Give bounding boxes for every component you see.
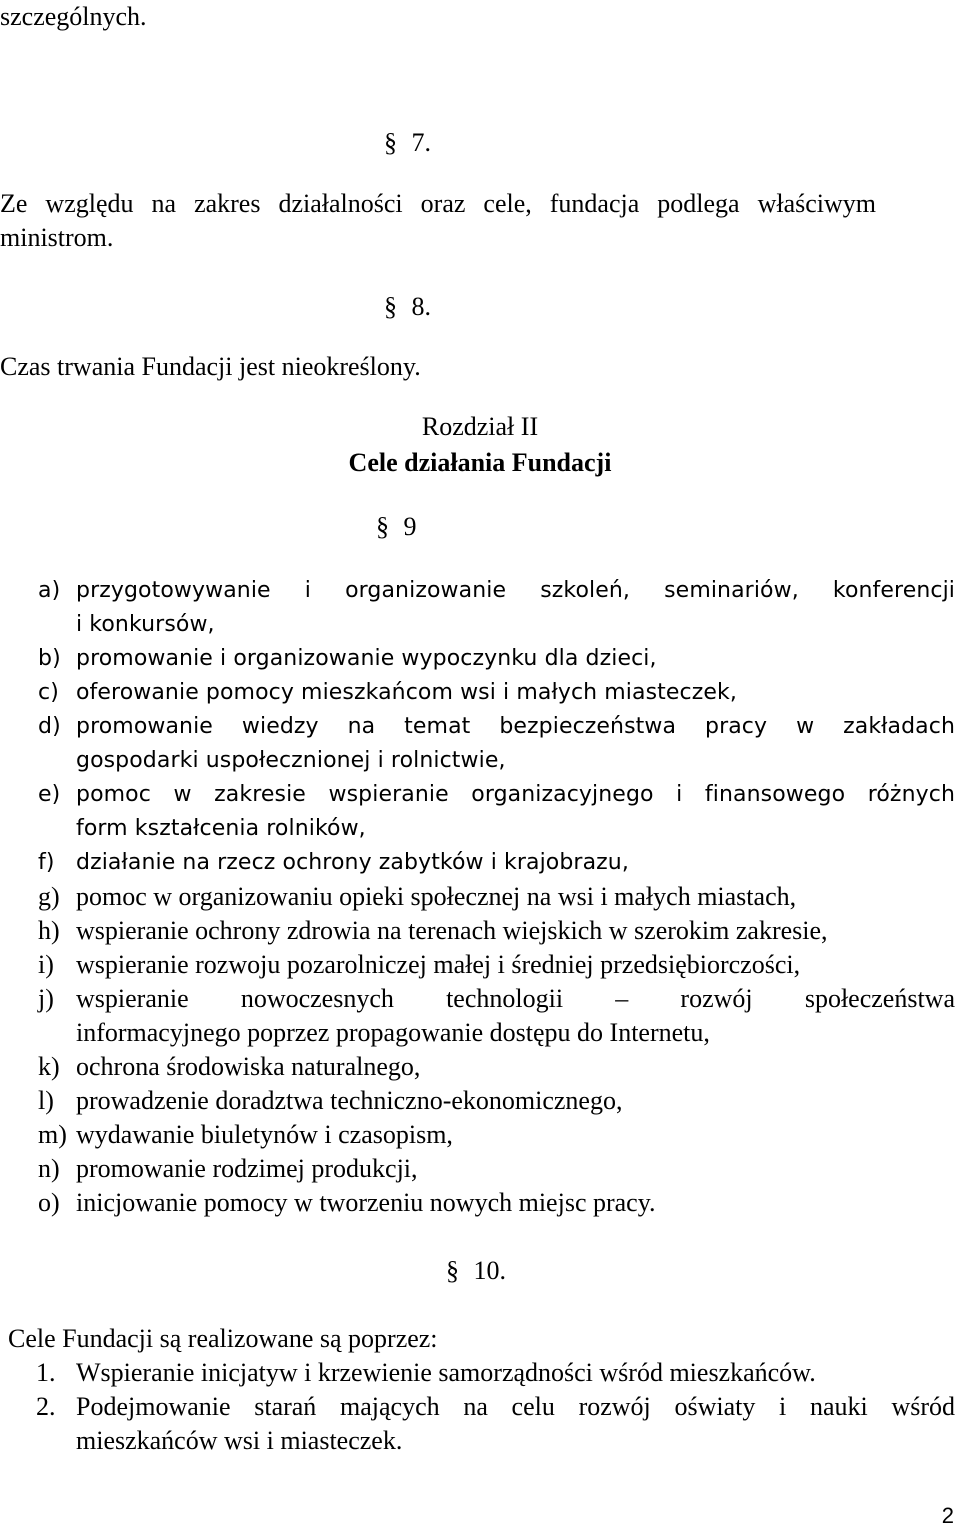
list-letter: m) — [38, 1120, 67, 1149]
section-7-text-line1: Ze względu na zakres działalności oraz cele, fundacja podlega właściwym — [0, 189, 876, 218]
list-text: przygotowywanie i organizowanie szkoleń, seminariów, konferencji — [76, 578, 955, 603]
section-number: 7. — [411, 128, 431, 157]
list-text: ochrona środowiska naturalnego, — [76, 1052, 421, 1081]
list-text: pomoc w zakresie wspieranie organizacyjnego i finansowego różnych — [76, 782, 955, 807]
text-fragment-top: szczególnych. — [0, 2, 147, 31]
section-number: 9 — [403, 512, 417, 541]
list-item — [0, 1390, 960, 1424]
list-letter: f) — [38, 850, 55, 875]
list-text: wspieranie nowoczesnych technologii – rozwój społeczeństwa — [76, 984, 955, 1013]
chapter-title: Cele działania Fundacji — [348, 448, 612, 477]
list-text: wspieranie rozwoju pozarolniczej małej i średniej przedsiębiorczości, — [76, 950, 801, 979]
section-7-heading — [384, 126, 431, 160]
list-text: prowadzenie doradztwa techniczno-ekonomicznego, — [76, 1086, 623, 1115]
list-text: pomoc w organizowaniu opieki społecznej na wsi i małych miastach, — [76, 882, 797, 911]
list-item — [0, 642, 960, 676]
section-10-intro: Cele Fundacji są realizowane są poprzez: — [8, 1324, 438, 1353]
list-item — [0, 846, 960, 880]
list-text-continuation: form kształcenia rolników, — [76, 816, 366, 841]
list-number: 2. — [36, 1392, 56, 1421]
list-letter: c) — [38, 680, 59, 705]
list-text-continuation: informacyjnego poprzez propagowanie dostępu do Internetu, — [76, 1018, 710, 1047]
list-item — [0, 778, 960, 812]
list-letter: g) — [38, 882, 60, 911]
list-text-continuation: gospodarki uspołecznionej i rolnictwie, — [76, 748, 506, 773]
list-letter: i) — [38, 950, 54, 979]
list-item — [0, 914, 960, 948]
list-item — [0, 1118, 960, 1152]
list-letter: e) — [38, 782, 61, 807]
list-text: wspieranie ochrony zdrowia na terenach wiejskich w szerokim zakresie, — [76, 916, 828, 945]
list-letter: d) — [38, 714, 61, 739]
list-text: działanie na rzecz ochrony zabytków i krajobrazu, — [76, 850, 629, 875]
list-item — [0, 1050, 960, 1084]
list-letter: o) — [38, 1188, 60, 1217]
section-sign: § — [376, 512, 389, 541]
list-text: oferowanie pomocy mieszkańcom wsi i małych miasteczek, — [76, 680, 737, 705]
list-text: promowanie i organizowanie wypoczynku dla dzieci, — [76, 646, 657, 671]
list-item — [0, 982, 960, 1016]
list-item — [0, 1356, 960, 1390]
list-text: promowanie rodzimej produkcji, — [76, 1154, 418, 1183]
section-sign: § — [384, 292, 397, 321]
section-9-heading — [376, 510, 417, 544]
list-text: Wspieranie inicjatyw i krzewienie samorządności wśród mieszkańców. — [76, 1358, 816, 1387]
list-text-continuation: i konkursów, — [76, 612, 215, 637]
chapter-label: Rozdział II — [421, 412, 539, 441]
list-item — [0, 676, 960, 710]
section-number: 8. — [411, 292, 431, 321]
list-item — [0, 574, 960, 608]
section-8-text: Czas trwania Fundacji jest nieokreślony. — [0, 352, 421, 381]
list-letter: j) — [38, 984, 54, 1013]
section-number: 10. — [473, 1256, 506, 1285]
section-sign: § — [446, 1256, 459, 1285]
list-letter: b) — [38, 646, 61, 671]
list-text: promowanie wiedzy na temat bezpieczeństwa pracy w zakładach — [76, 714, 955, 739]
list-item — [0, 1084, 960, 1118]
list-text: inicjowanie pomocy w tworzeniu nowych miejsc pracy. — [76, 1188, 656, 1217]
section-10-heading — [446, 1254, 506, 1288]
list-item — [0, 948, 960, 982]
list-letter: n) — [38, 1154, 60, 1183]
list-text: wydawanie biuletynów i czasopism, — [76, 1120, 453, 1149]
list-letter: a) — [38, 578, 61, 603]
section-sign: § — [384, 128, 397, 157]
section-7-text-line2: ministrom. — [0, 223, 114, 252]
list-letter: l) — [38, 1086, 54, 1115]
list-text: Podejmowanie starań mających na celu rozwój oświaty i nauki wśród — [76, 1392, 955, 1421]
list-number: 1. — [36, 1358, 56, 1387]
list-text-continuation: mieszkańców wsi i miasteczek. — [76, 1426, 403, 1455]
list-letter: h) — [38, 916, 60, 945]
section-8-heading — [384, 290, 431, 324]
list-item — [0, 710, 960, 744]
list-letter: k) — [38, 1052, 60, 1081]
list-item — [0, 1186, 960, 1220]
page-number: 2 — [941, 1503, 954, 1528]
list-item — [0, 1152, 960, 1186]
list-item — [0, 880, 960, 914]
